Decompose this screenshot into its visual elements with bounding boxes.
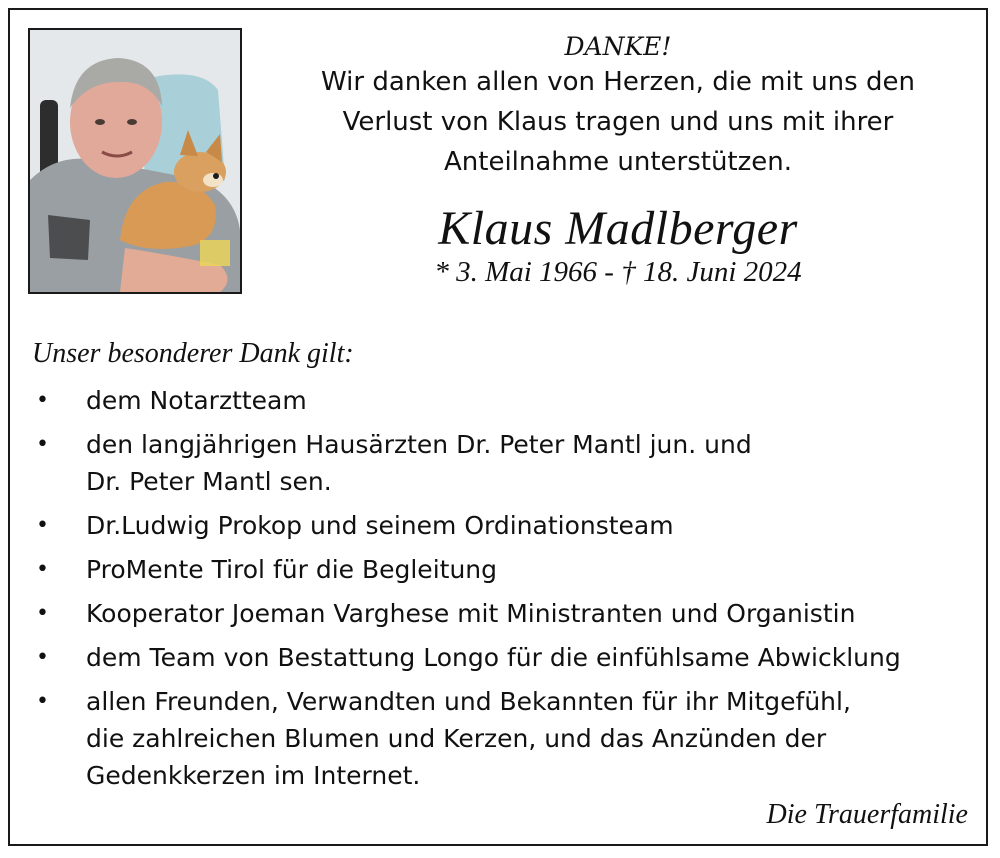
deceased-name: Klaus Madlberger xyxy=(438,202,798,255)
acknowledgement-heading: Unser besonderer Dank gilt: xyxy=(32,338,354,369)
bullet-icon: • xyxy=(36,388,49,413)
portrait-photo xyxy=(28,28,242,294)
list-item xyxy=(32,639,982,676)
bullet-icon: • xyxy=(36,601,49,626)
signature: Die Trauerfamilie xyxy=(766,799,968,830)
list-item xyxy=(32,551,982,588)
thanks-line-2: Verlust von Klaus tragen und uns mit ihrer xyxy=(342,107,894,137)
list-item xyxy=(32,507,982,544)
list-item-text: allen Freunden, Verwandten und Bekannten für ihr Mitgefühl, xyxy=(86,687,851,716)
life-dates: * 3. Mai 1966 - † 18. Juni 2024 xyxy=(434,256,802,288)
list-item-text: Dr. Peter Mantl sen. xyxy=(86,467,332,496)
list-item-text: dem Notarztteam xyxy=(86,386,307,415)
header xyxy=(268,32,968,288)
list-item-text: Dr.Ludwig Prokop und seinem Ordinationsteam xyxy=(86,511,674,540)
bullet-icon: • xyxy=(36,513,49,538)
list-item-text: dem Team von Bestattung Longo für die einfühlsame Abwicklung xyxy=(86,643,901,672)
list-item-text: Gedenkkerzen im Internet. xyxy=(86,761,421,790)
list-item xyxy=(32,595,982,632)
list-item-text: den langjährigen Hausärzten Dr. Peter Mantl jun. und xyxy=(86,430,752,459)
list-item xyxy=(32,683,982,794)
obituary-card xyxy=(8,8,988,846)
bullet-icon: • xyxy=(36,432,49,457)
list-item-text: die zahlreichen Blumen und Kerzen, und das Anzünden der xyxy=(86,724,827,753)
danke-heading: DANKE! xyxy=(564,32,672,61)
thanks-line-3: Anteilnahme unterstützen. xyxy=(443,147,793,177)
thanks-line-1: Wir danken allen von Herzen, die mit uns den xyxy=(321,67,915,97)
list-item xyxy=(32,382,982,419)
bullet-icon: • xyxy=(36,557,49,582)
bullet-icon: • xyxy=(36,645,49,670)
acknowledgement-list xyxy=(32,382,982,801)
list-item-text: ProMente Tirol für die Begleitung xyxy=(86,555,497,584)
list-item xyxy=(32,426,982,500)
bullet-icon: • xyxy=(36,689,49,714)
list-item-text: Kooperator Joeman Varghese mit Ministranten und Organistin xyxy=(86,599,856,628)
